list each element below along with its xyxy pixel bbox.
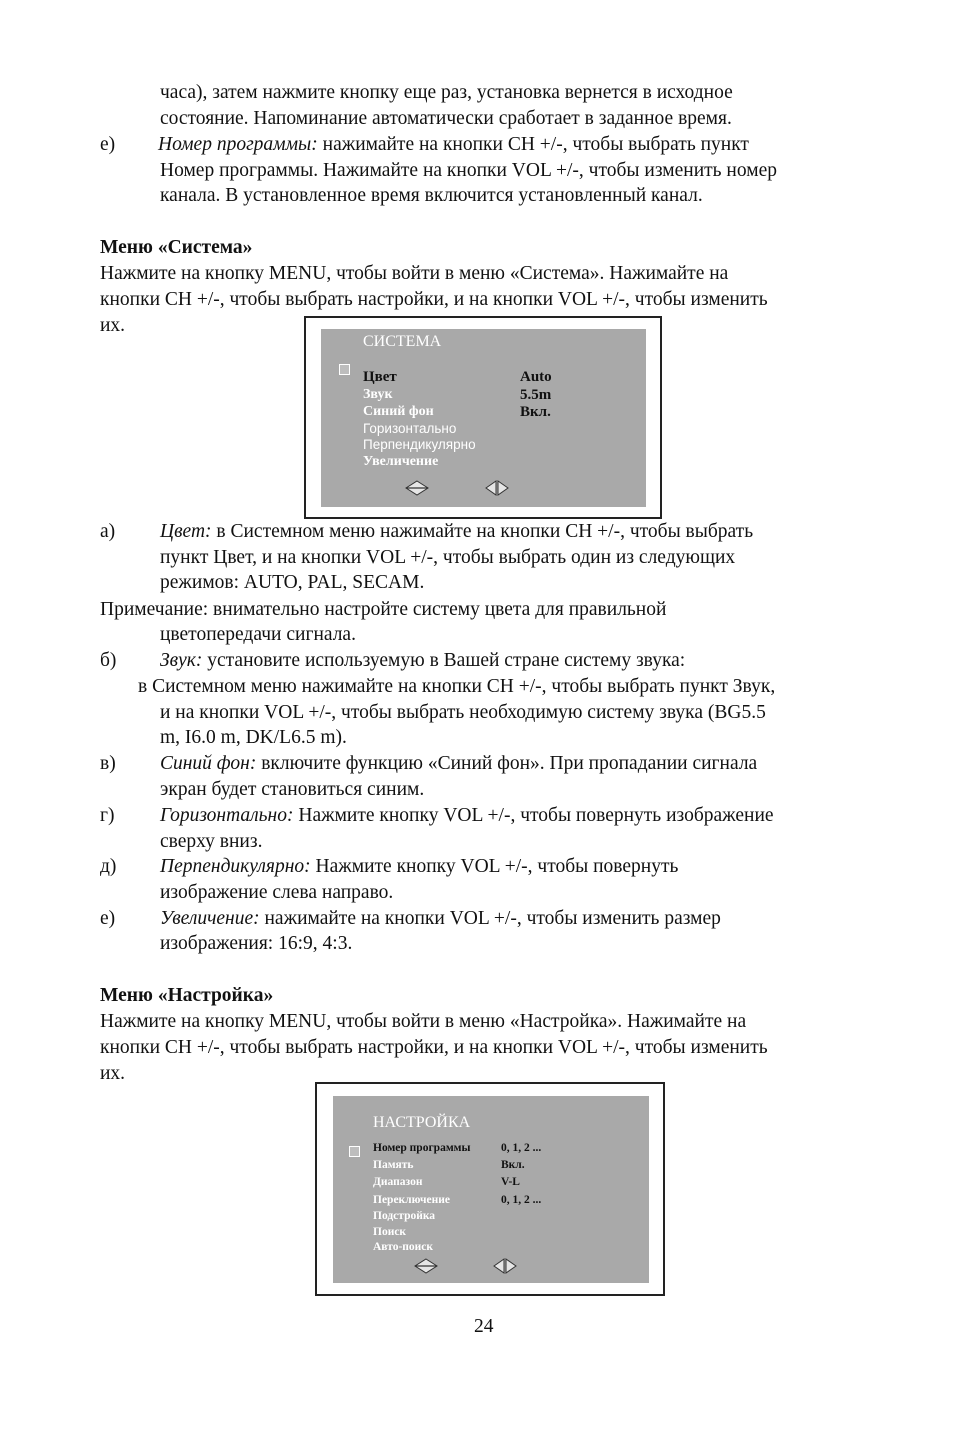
program-number-line-1 (158, 132, 876, 158)
perpendicular-item-line-1 (160, 854, 876, 880)
sound-item-line-2: в Системном меню нажимайте на кнопки CH +/-, чтобы выбрать пункт Звук, (138, 676, 776, 697)
setup-menu-item-auto-search: Авто-поиск (373, 1241, 434, 1253)
page-number: 24 (474, 1316, 494, 1337)
up-down-arrow-icon (414, 1258, 438, 1274)
perpendicular-term: Перпендикулярно: (160, 856, 311, 877)
program-number-text: нажимайте на кнопки CH +/-, чтобы выбрать пункт (322, 134, 749, 155)
top-text-line-1: часа), затем нажмите кнопку еще раз, установка вернется в исходное (160, 82, 733, 103)
system-menu-item-horizontal: Горизонтально (363, 421, 457, 436)
zoom-item-line-1 (160, 906, 876, 932)
zoom-term: Увеличение: (160, 908, 260, 929)
color-term: Цвет: (160, 521, 212, 542)
sound-text: установите используемую в Вашей стране систему звука: (207, 650, 686, 671)
color-item-line-3: режимов: AUTO, PAL, SECAM. (160, 572, 425, 593)
list-marker-v: в) (100, 753, 116, 774)
system-menu-value-sound: 5.5m (520, 387, 552, 403)
top-text-line-2: состояние. Напоминание автоматически сработает в заданное время. (160, 108, 732, 129)
zoom-item-line-2: изображения: 16:9, 4:3. (160, 933, 353, 954)
system-intro-line-3: их. (100, 315, 126, 336)
setup-menu-screenshot (315, 1082, 665, 1296)
setup-menu-panel (333, 1096, 649, 1283)
list-marker-e: е) (100, 134, 116, 155)
setup-menu-item-band: Диапазон (373, 1176, 423, 1188)
program-number-line-2: Номер программы. Нажимайте на кнопки VOL +/-, чтобы изменить номер (160, 160, 777, 181)
program-number-term: Номер программы: (158, 134, 318, 155)
sound-item-line-3: и на кнопки VOL +/-, чтобы выбрать необходимую систему звука (BG5.5 (160, 702, 766, 723)
color-item-line-1 (160, 519, 876, 545)
list-marker-g: г) (100, 805, 115, 826)
left-right-arrow-icon (484, 479, 510, 497)
list-marker-a: а) (100, 521, 116, 542)
system-intro-line-1: Нажмите на кнопку MENU, чтобы войти в меню «Система». Нажимайте на (100, 263, 729, 284)
program-number-line-3: канала. В установленное время включится установленный канал. (160, 185, 703, 206)
note-line-2: цветопередачи сигнала. (160, 624, 356, 645)
setup-menu-item-program-number: Номер программы (373, 1142, 471, 1154)
perpendicular-text: Нажмите кнопку VOL +/-, чтобы повернуть (315, 856, 679, 877)
horizontal-text: Нажмите кнопку VOL +/-, чтобы повернуть изображение (298, 805, 774, 826)
setup-intro-line-1: Нажмите на кнопку MENU, чтобы войти в меню «Настройка». Нажимайте на (100, 1011, 747, 1032)
system-menu-item-blue-bg: Синий фон (363, 404, 434, 419)
list-marker-e2: е) (100, 908, 116, 929)
setup-menu-item-search: Поиск (373, 1226, 407, 1238)
note-line-1: Примечание: внимательно настройте систему цвета для правильной (100, 599, 667, 620)
system-menu-value-blue-bg: Вкл. (520, 404, 551, 420)
setup-menu-value-band: V-L (501, 1176, 520, 1188)
zoom-text: нажимайте на кнопки VOL +/-, чтобы изменить размер (264, 908, 721, 929)
sound-item-line-1 (160, 648, 685, 674)
system-menu-screenshot (304, 316, 662, 519)
horizontal-item-line-2: сверху вниз. (160, 831, 263, 852)
list-marker-b: б) (100, 650, 117, 671)
setup-menu-value-program-number: 0, 1, 2 ... (501, 1142, 542, 1154)
system-menu-item-zoom: Увеличение (363, 454, 439, 469)
blue-bg-item-line-2: экран будет становиться синим. (160, 779, 425, 800)
checkbox-icon (349, 1146, 360, 1157)
setup-menu-value-switch: 0, 1, 2 ... (501, 1194, 542, 1206)
blue-bg-text: включите функцию «Синий фон». При пропадании сигнала (261, 753, 758, 774)
setup-menu-item-switch: Переключение (373, 1194, 450, 1206)
system-menu-item-sound: Звук (363, 387, 393, 402)
sound-item-line-4: m, I6.0 m, DK/L6.5 m). (160, 727, 347, 748)
sound-term: Звук: (160, 650, 203, 671)
setup-intro-line-2: кнопки CH +/-, чтобы выбрать настройки, и на кнопки VOL +/-, чтобы изменить (100, 1037, 768, 1058)
system-menu-panel (321, 329, 646, 507)
left-right-arrow-icon (492, 1257, 518, 1275)
setup-menu-item-memory: Память (373, 1159, 414, 1171)
blue-bg-term: Синий фон: (160, 753, 257, 774)
system-heading: Меню «Система» (100, 237, 253, 258)
blue-bg-item-line-1 (160, 751, 876, 777)
system-menu-item-color: Цвет (363, 369, 397, 385)
setup-heading: Меню «Настройка» (100, 985, 274, 1006)
setup-intro-line-3: их. (100, 1063, 126, 1084)
horizontal-term: Горизонтально: (160, 805, 294, 826)
system-menu-item-perpendicular: Перпендикулярно (363, 437, 476, 452)
horizontal-item-line-1 (160, 803, 876, 829)
setup-menu-item-fine-tune: Подстройка (373, 1210, 436, 1222)
perpendicular-item-line-2: изображение слева направо. (160, 882, 394, 903)
up-down-arrow-icon (405, 480, 429, 496)
system-menu-value-color: Auto (520, 369, 552, 385)
color-item-line-2: пункт Цвет, и на кнопки VOL +/-, чтобы выбрать один из следующих (160, 547, 736, 568)
setup-menu-title: НАСТРОЙКА (373, 1114, 471, 1131)
system-intro-line-2: кнопки CH +/-, чтобы выбрать настройки, и на кнопки VOL +/-, чтобы изменить (100, 289, 768, 310)
system-menu-title: СИСТЕМА (363, 333, 442, 350)
checkbox-icon (339, 364, 350, 375)
setup-menu-value-memory: Вкл. (501, 1159, 525, 1171)
list-marker-d: д) (100, 856, 117, 877)
color-text: в Системном меню нажимайте на кнопки CH +/-, чтобы выбрать (216, 521, 754, 542)
